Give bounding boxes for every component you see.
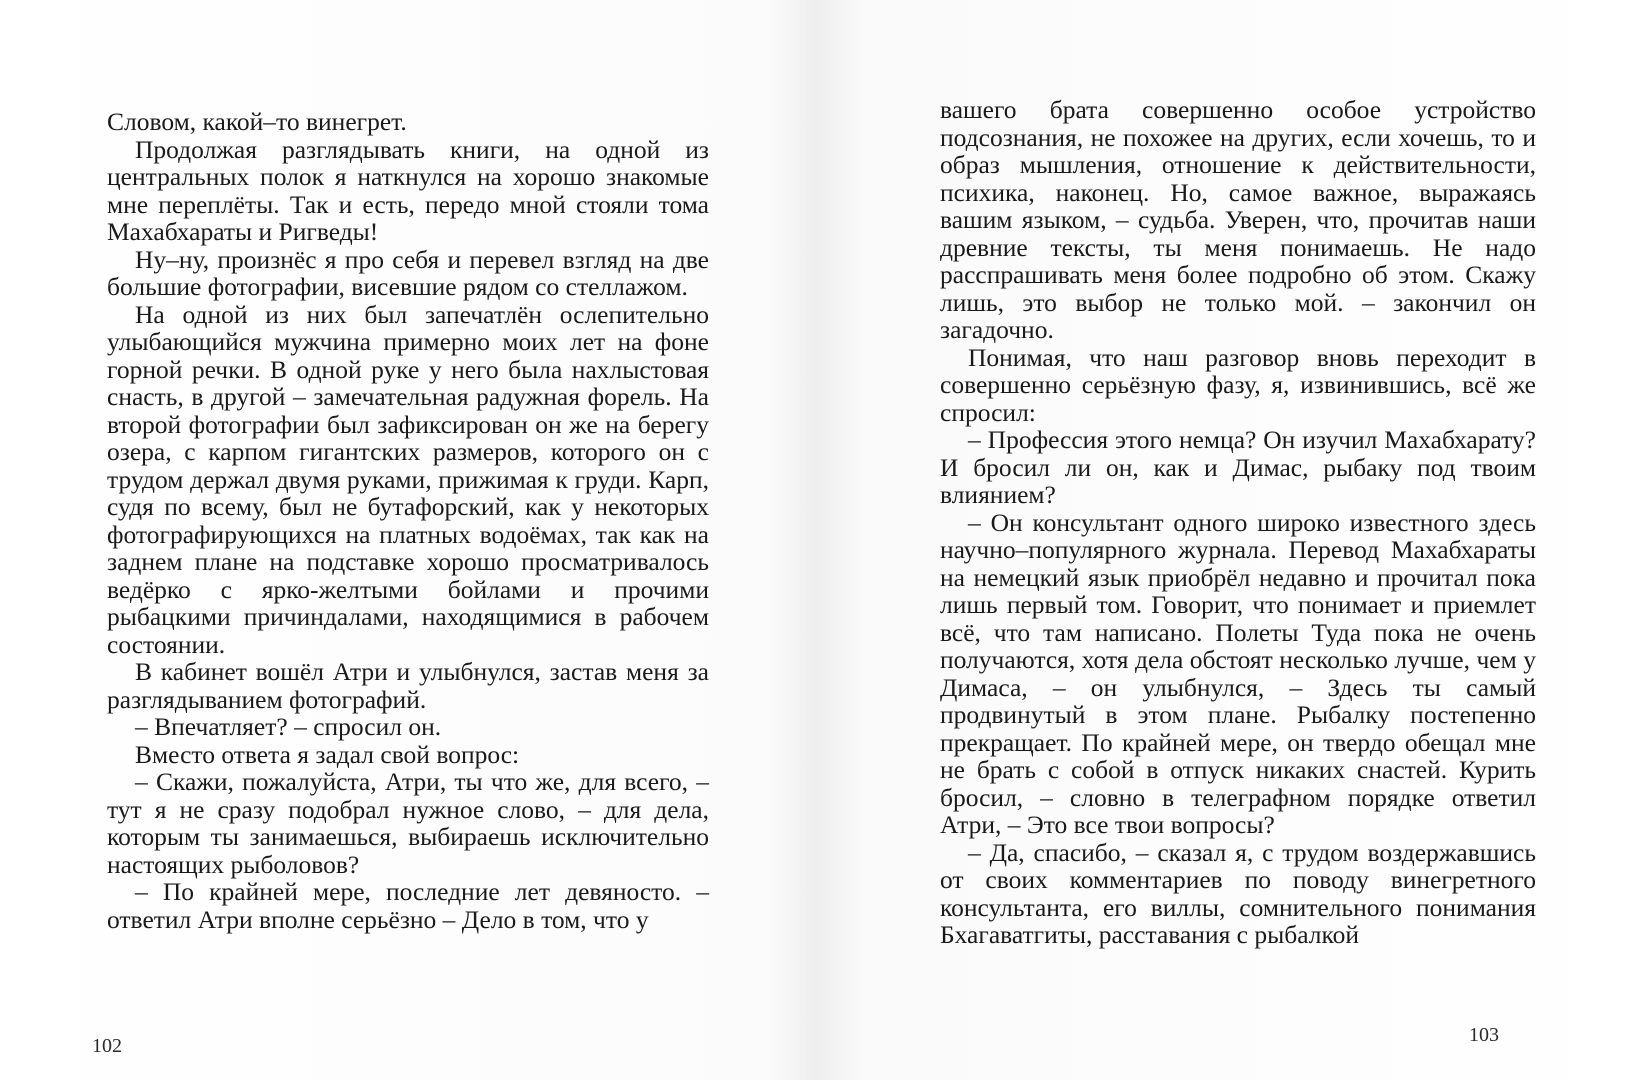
paragraph: вашего брата совершенно особое устройство подсознания, не похожее на других, если хочешь, то и образ мышления, отношение к действительности, психика, наконец. Но, самое важное, выражаясь вашим языком, – судьба. Уверен, что, прочитав наши древние тексты, ты меня понимаешь. Не надо расспрашивать меня более подробно об этом. Скажу лишь, это выбор не только мой. – закончил он загадочно. [940,95,1536,344]
paragraph: Продолжая разглядывать книги, на одной из центральных полок я наткнулся на хорошо знакомые мне переплёты. Так и есть, передо мной стояли тома Махабхараты и Ригведы! [107,134,709,246]
paragraph: – Да, спасибо, – сказал я, с трудом воздержавшись от своих комментариев по поводу винегретного консультанта, его виллы, сомнительного понимания Бхагаватгиты, расставания с рыбалкой [940,837,1536,949]
right-page [817,0,1634,1080]
right-page-text [940,96,1536,949]
page-number-left: 102 [92,1035,122,1057]
page-number-right: 103 [1469,1024,1499,1046]
paragraph: – По крайней мере, последние лет девяносто. – ответил Атри вполне серьёзно – Дело в том, что у [107,877,709,934]
paragraph: – Скажи, пожалуйста, Атри, ты что же, для всего, – тут я не сразу подобрал нужное слово, – для дела, которым ты занимаешься, выбираешь исключительно настоящих рыболовов? [107,767,709,879]
paragraph: Понимая, что наш разговор вновь переходит в совершенно серьёзную фазу, я, извинившись, всё же спросил: [940,342,1536,427]
paragraph: – Профессия этого немца? Он изучил Махабхарату? И бросил ли он, как и Димас, рыбаку под твоим влиянием? [940,425,1536,509]
left-page-text [107,108,709,933]
paragraph: Вместо ответа я задал свой вопрос: [135,739,520,769]
paragraph: – Впечатляет? – спросил он. [135,712,442,741]
paragraph: Словом, какой–то винегрет. [107,107,407,136]
paragraph: На одной из них был запечатлён ослепительно улыбающийся мужчина примерно моих лет на фоне горной речки. В одной руке у него была нахлыстовая снасть, в другой – замечательная радужная форель. На второй фотографии был зафиксирован он же на берегу озера, с карпом гигантских размеров, которого он с трудом держал двумя руками, прижимая к груди. Карп, судя по всему, был не бутафорский, как у некоторых фотографирующихся на платных водоёмах, так как на заднем плане на подставке хорошо просматривалось ведёрко с ярко-желтыми бойлами и прочими рыбацкими причиндалами, находящимися в рабочем состоянии. [107,299,709,659]
paragraph: Ну–ну, произнёс я про себя и перевел взгляд на две большие фотографии, висевшие рядом со стеллажом. [107,244,709,301]
paragraph: – Он консультант одного широко известного здесь научно–популярного журнала. Перевод Махабхараты на немецкий язык приобрёл недавно и прочитал пока лишь первый том. Говорит, что понимает и приемлет всё, что там написано. Полеты Туда пока не очень получаются, хотя дела обстоят несколько лучше, чем у Димаса, – он улыбнулся, – Здесь ты самый продвинутый в этом плане. Рыбалку постепенно прекращает. По крайней мере, он твердо обещал мне не брать с собой в отпуск никаких снастей. Курить бросил, – словно в телеграфном порядке ответил Атри, – Это все твои вопросы? [940,507,1536,839]
paragraph: В кабинет вошёл Атри и улыбнулся, застав меня за разглядыванием фотографий. [107,657,709,714]
